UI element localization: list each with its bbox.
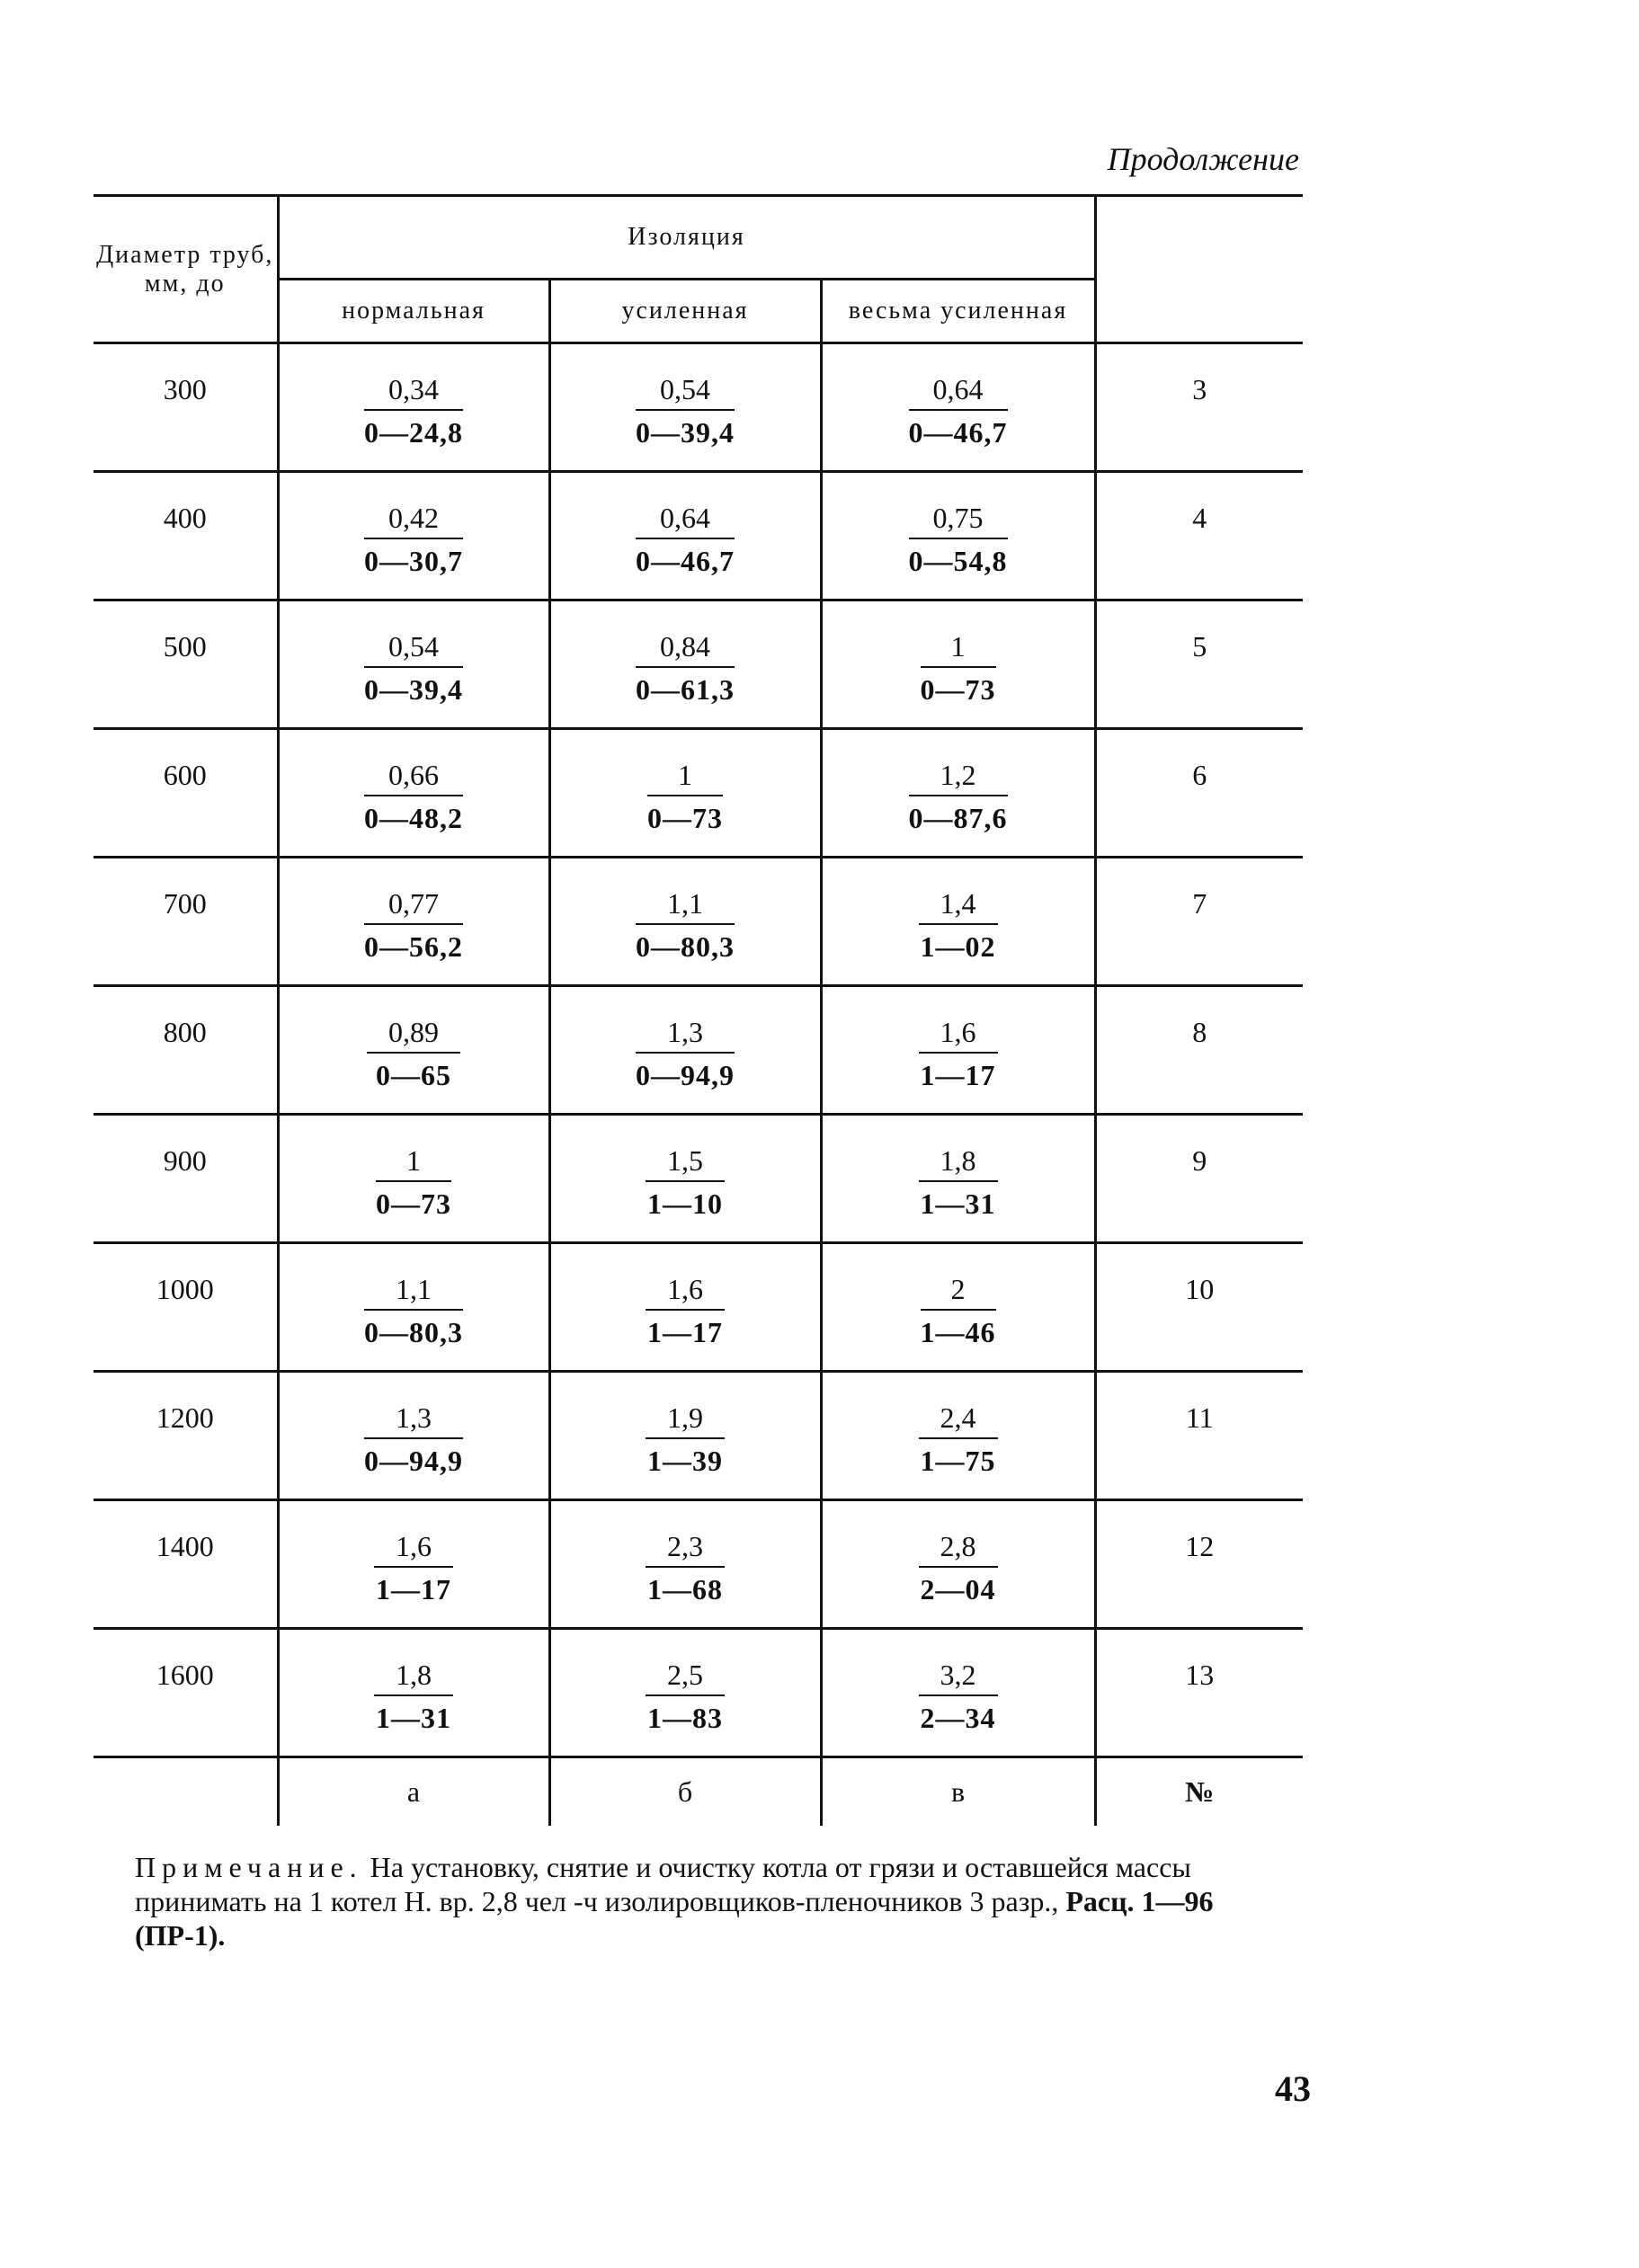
norm-fraction [364, 885, 463, 965]
footer-letter-v: в [821, 1757, 1095, 1826]
rate-value: 1—31 [376, 1702, 451, 1734]
norm-fraction [921, 628, 996, 707]
norm-fraction [919, 1014, 998, 1093]
diameter-cell: 400 [94, 472, 278, 600]
rate-value: 0—54,8 [908, 545, 1008, 577]
note-label: Примечание. [135, 1851, 363, 1883]
norm-cell [278, 1243, 549, 1372]
norm-cell [821, 1372, 1095, 1500]
note-rate: Расц. 1—96 (ПР-1). [135, 1885, 1214, 1952]
row-index-cell: 4 [1192, 502, 1207, 534]
row-index-cell: 10 [1185, 1273, 1215, 1305]
rate-value: 1—17 [647, 1316, 723, 1348]
norm-cell [821, 472, 1095, 600]
norm-fraction [919, 1143, 998, 1222]
time-norm-value: 1,3 [364, 1400, 463, 1439]
table-body [94, 343, 1303, 1757]
norm-cell [549, 986, 821, 1115]
time-norm-value: 0,75 [909, 500, 1008, 539]
rate-value: 0—73 [647, 802, 723, 834]
norm-cell [549, 1629, 821, 1757]
norm-fraction [364, 757, 463, 836]
norm-cell [278, 1372, 549, 1500]
time-norm-value: 1,9 [646, 1400, 725, 1439]
norm-fraction [646, 1528, 725, 1607]
rate-value: 1—02 [920, 930, 996, 963]
row-index-cell: 5 [1192, 630, 1207, 663]
rate-value: 0—65 [376, 1059, 451, 1091]
time-norm-value: 1,6 [919, 1014, 998, 1054]
norm-fraction [636, 885, 735, 965]
footer-letter-b: б [549, 1757, 821, 1826]
norm-cell [549, 858, 821, 986]
time-norm-value: 1,8 [374, 1657, 453, 1696]
rate-value: 1—68 [647, 1573, 723, 1605]
table-row [94, 343, 1303, 472]
diameter-cell: 1400 [94, 1500, 278, 1629]
diameter-cell: 300 [94, 343, 278, 472]
time-norm-value: 2,4 [919, 1400, 998, 1439]
rate-value: 1—17 [920, 1059, 996, 1091]
footer-empty-cell [94, 1757, 278, 1826]
norm-fraction [636, 628, 735, 707]
rate-value: 0—94,9 [636, 1059, 735, 1091]
table-row [94, 1115, 1303, 1243]
time-norm-value: 1,8 [919, 1143, 998, 1182]
rate-value: 0—80,3 [364, 1316, 463, 1348]
norm-fraction [364, 628, 463, 707]
rate-value: 0—39,4 [636, 416, 735, 449]
norm-cell [278, 600, 549, 729]
norm-fraction [636, 500, 735, 579]
time-norm-value: 0,64 [909, 371, 1008, 411]
norm-cell [821, 858, 1095, 986]
note-text: На установку, снятие и очистку котла от грязи и оставшейся массы принимать на 1 котел Н. вр. 2,8 чел -ч изолировщиков-пленочников 3 разр., [135, 1851, 1191, 1917]
rate-value: 0—30,7 [364, 545, 463, 577]
norm-cell [549, 1115, 821, 1243]
rate-value: 0—73 [376, 1187, 451, 1220]
norm-fraction [636, 371, 735, 450]
norm-fraction [364, 500, 463, 579]
rate-value: 0—46,7 [908, 416, 1008, 449]
diameter-cell: 800 [94, 986, 278, 1115]
diameter-cell: 700 [94, 858, 278, 986]
diameter-cell: 500 [94, 600, 278, 729]
norm-cell [278, 986, 549, 1115]
norm-cell [821, 1115, 1095, 1243]
norm-fraction [646, 1657, 725, 1736]
diameter-cell: 1600 [94, 1629, 278, 1757]
norm-fraction [636, 1014, 735, 1093]
rate-value: 0—61,3 [636, 673, 735, 706]
time-norm-value: 1 [921, 628, 996, 668]
time-norm-value: 0,54 [636, 371, 735, 411]
rate-value: 0—56,2 [364, 930, 463, 963]
norm-cell [821, 1243, 1095, 1372]
norm-cell [549, 1500, 821, 1629]
index-column-header [1095, 196, 1303, 343]
continuation-label: Продолжение [1107, 141, 1299, 177]
time-norm-value: 1,6 [646, 1271, 725, 1311]
norm-fraction [919, 1400, 998, 1479]
norm-fraction [367, 1014, 460, 1093]
table-row [94, 986, 1303, 1115]
norm-fraction [374, 1657, 453, 1736]
rate-value: 0—48,2 [364, 802, 463, 834]
norm-cell [549, 600, 821, 729]
time-norm-value: 3,2 [919, 1657, 998, 1696]
row-index-cell: 7 [1192, 887, 1207, 920]
rate-value: 1—10 [647, 1187, 723, 1220]
rate-value: 0—46,7 [636, 545, 735, 577]
page-number: 43 [1275, 2068, 1311, 2109]
table-row [94, 858, 1303, 986]
norm-fraction [921, 1271, 996, 1350]
time-norm-value: 2 [921, 1271, 996, 1311]
norm-cell [278, 1500, 549, 1629]
table-row [94, 729, 1303, 858]
norm-fraction [919, 1528, 998, 1607]
row-index-cell: 11 [1185, 1401, 1214, 1434]
norm-cell [549, 1243, 821, 1372]
subheader-reinforced: усиленная [549, 280, 821, 343]
table-row [94, 472, 1303, 600]
norm-cell [821, 1629, 1095, 1757]
norm-fraction [646, 1271, 725, 1350]
norm-cell [278, 472, 549, 600]
row-index-cell: 3 [1192, 373, 1207, 405]
time-norm-value: 1,1 [364, 1271, 463, 1311]
footer-number-sign: № [1185, 1774, 1215, 1808]
rate-value: 1—39 [647, 1445, 723, 1477]
table-row [94, 1243, 1303, 1372]
rate-value: 1—83 [647, 1702, 723, 1734]
row-index-cell: 13 [1185, 1659, 1215, 1691]
time-norm-value: 1,2 [909, 757, 1008, 796]
rate-value: 1—75 [920, 1445, 996, 1477]
time-norm-value: 0,84 [636, 628, 735, 668]
table-row [94, 1629, 1303, 1757]
time-norm-value: 0,77 [364, 885, 463, 925]
time-norm-value: 2,8 [919, 1528, 998, 1568]
rate-value: 2—04 [920, 1573, 996, 1605]
rate-value: 0—39,4 [364, 673, 463, 706]
norm-fraction [646, 1400, 725, 1479]
norm-cell [821, 343, 1095, 472]
row-index-cell: 6 [1192, 759, 1207, 791]
norm-cell [278, 729, 549, 858]
row-index-cell: 9 [1192, 1144, 1207, 1177]
table-footer-row [94, 1757, 1303, 1826]
norm-fraction [647, 757, 723, 836]
norm-cell [278, 858, 549, 986]
norm-fraction [376, 1143, 451, 1222]
norm-fraction [919, 1657, 998, 1736]
time-norm-value: 0,64 [636, 500, 735, 539]
table-row [94, 1500, 1303, 1629]
time-norm-value: 0,54 [364, 628, 463, 668]
norm-fraction [909, 757, 1008, 836]
time-norm-value: 0,66 [364, 757, 463, 796]
norm-cell [549, 343, 821, 472]
diameter-cell: 1000 [94, 1243, 278, 1372]
subheader-normal: нормальная [278, 280, 549, 343]
diameter-cell: 1200 [94, 1372, 278, 1500]
norm-cell [278, 1629, 549, 1757]
norm-fraction [364, 1271, 463, 1350]
diameter-column-header: Диаметр труб, мм, до [94, 196, 278, 343]
norm-cell [278, 1115, 549, 1243]
time-norm-value: 1,5 [646, 1143, 725, 1182]
time-norm-value: 1,3 [636, 1014, 735, 1054]
table-row [94, 1372, 1303, 1500]
footer-letter-a: а [278, 1757, 549, 1826]
norm-fraction [909, 371, 1008, 450]
rate-value: 0—80,3 [636, 930, 735, 963]
rate-value: 0—94,9 [364, 1445, 463, 1477]
rate-value: 0—73 [920, 673, 996, 706]
note [135, 1850, 1304, 1952]
insulation-group-header: Изоляция [278, 196, 1095, 280]
norm-cell [821, 600, 1095, 729]
norm-fraction [374, 1528, 453, 1607]
rate-value: 1—17 [376, 1573, 451, 1605]
rate-value: 1—46 [920, 1316, 996, 1348]
row-index-cell: 12 [1185, 1530, 1215, 1562]
norm-cell [278, 343, 549, 472]
diameter-cell: 900 [94, 1115, 278, 1243]
norms-table [94, 194, 1303, 1826]
time-norm-value: 1 [647, 757, 723, 796]
time-norm-value: 0,34 [364, 371, 463, 411]
rate-value: 1—31 [920, 1187, 996, 1220]
time-norm-value: 1,4 [919, 885, 998, 925]
time-norm-value: 1,6 [374, 1528, 453, 1568]
subheader-very-reinforced: весьма усиленная [821, 280, 1095, 343]
norm-cell [821, 729, 1095, 858]
norm-cell [549, 1372, 821, 1500]
norm-fraction [909, 500, 1008, 579]
time-norm-value: 1,1 [636, 885, 735, 925]
norm-cell [821, 1500, 1095, 1629]
time-norm-value: 0,89 [367, 1014, 460, 1054]
norm-cell [821, 986, 1095, 1115]
norm-fraction [919, 885, 998, 965]
norm-fraction [646, 1143, 725, 1222]
time-norm-value: 2,3 [646, 1528, 725, 1568]
time-norm-value: 0,42 [364, 500, 463, 539]
rate-value: 0—87,6 [908, 802, 1008, 834]
time-norm-value: 1 [376, 1143, 451, 1182]
rate-value: 2—34 [920, 1702, 996, 1734]
norm-cell [549, 729, 821, 858]
rate-value: 0—24,8 [364, 416, 463, 449]
norm-cell [549, 472, 821, 600]
norm-fraction [364, 1400, 463, 1479]
diameter-cell: 600 [94, 729, 278, 858]
row-index-cell: 8 [1192, 1016, 1207, 1048]
time-norm-value: 2,5 [646, 1657, 725, 1696]
table-header-row [94, 196, 1303, 280]
norm-fraction [364, 371, 463, 450]
table-row [94, 600, 1303, 729]
